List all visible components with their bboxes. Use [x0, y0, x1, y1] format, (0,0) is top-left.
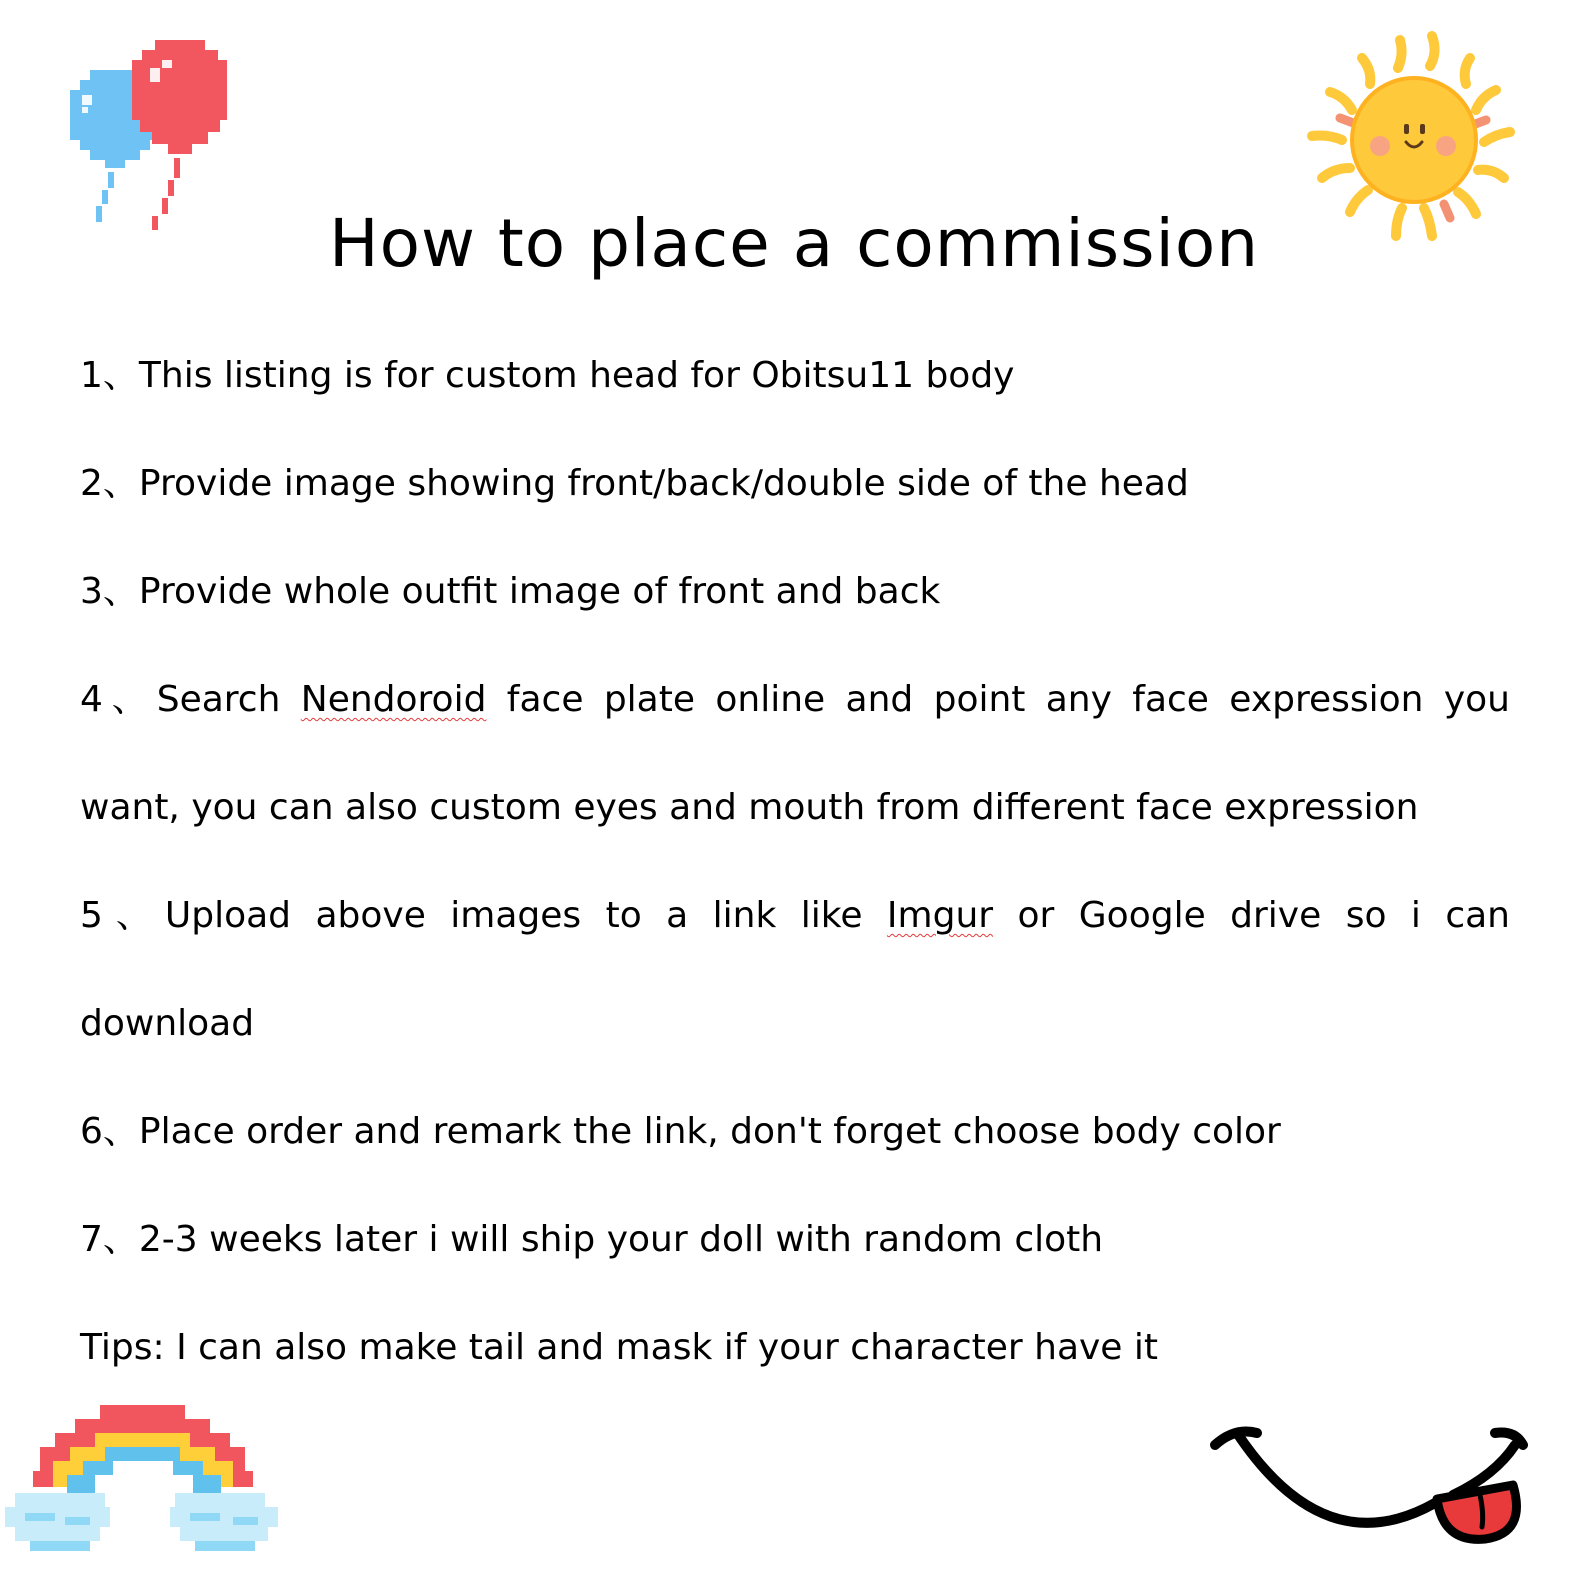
step-text-start: Search	[156, 679, 281, 720]
steps-list	[80, 322, 1510, 1402]
tips-text: Tips: I can also make tail and mask if your character have it	[80, 1327, 1159, 1368]
step-number: 2、	[80, 463, 139, 504]
step-text: This listing is for custom head for Obitsu11 body	[138, 355, 1015, 396]
tongue-smile-icon	[1205, 1415, 1535, 1550]
step-number: 5、	[80, 895, 165, 936]
step-text: Place order and remark the link, don't forget choose body color	[138, 1111, 1281, 1152]
pixel-balloons-icon	[70, 40, 235, 235]
step-number: 1、	[80, 355, 139, 396]
step-number: 3、	[80, 571, 139, 612]
step-number: 4、	[80, 679, 157, 720]
step-3	[80, 538, 1510, 646]
step-text: Provide image showing front/back/double side of the head	[138, 463, 1189, 504]
smiling-sun-icon	[1300, 28, 1525, 248]
step-text-end: or Google drive so i can	[1017, 895, 1511, 936]
step-number: 7、	[80, 1219, 139, 1260]
step-text: download	[80, 1003, 255, 1044]
step-1	[80, 322, 1510, 430]
tips-line	[80, 1294, 1510, 1402]
step-7	[80, 1186, 1510, 1294]
step-text: want, you can also custom eyes and mouth from different face expression	[80, 787, 1419, 828]
step-text: 2-3 weeks later i will ship your doll with random cloth	[138, 1219, 1104, 1260]
step-text: Provide whole outfit image of front and back	[138, 571, 941, 612]
page-title: How to place a commission	[328, 205, 1260, 282]
step-number: 6、	[80, 1111, 139, 1152]
step-text-end: face plate online and point any face expression you	[506, 679, 1510, 720]
step-text-start: Upload above images to a link like	[164, 895, 863, 936]
step-5-continuation	[80, 970, 1510, 1078]
step-4-continuation	[80, 754, 1510, 862]
misspelled-word: Imgur	[886, 895, 994, 936]
pixel-rainbow-icon	[5, 1405, 283, 1560]
step-4	[80, 646, 1510, 754]
step-6	[80, 1078, 1510, 1186]
misspelled-word: Nendoroid	[300, 679, 487, 720]
step-5	[80, 862, 1510, 970]
step-2	[80, 430, 1510, 538]
